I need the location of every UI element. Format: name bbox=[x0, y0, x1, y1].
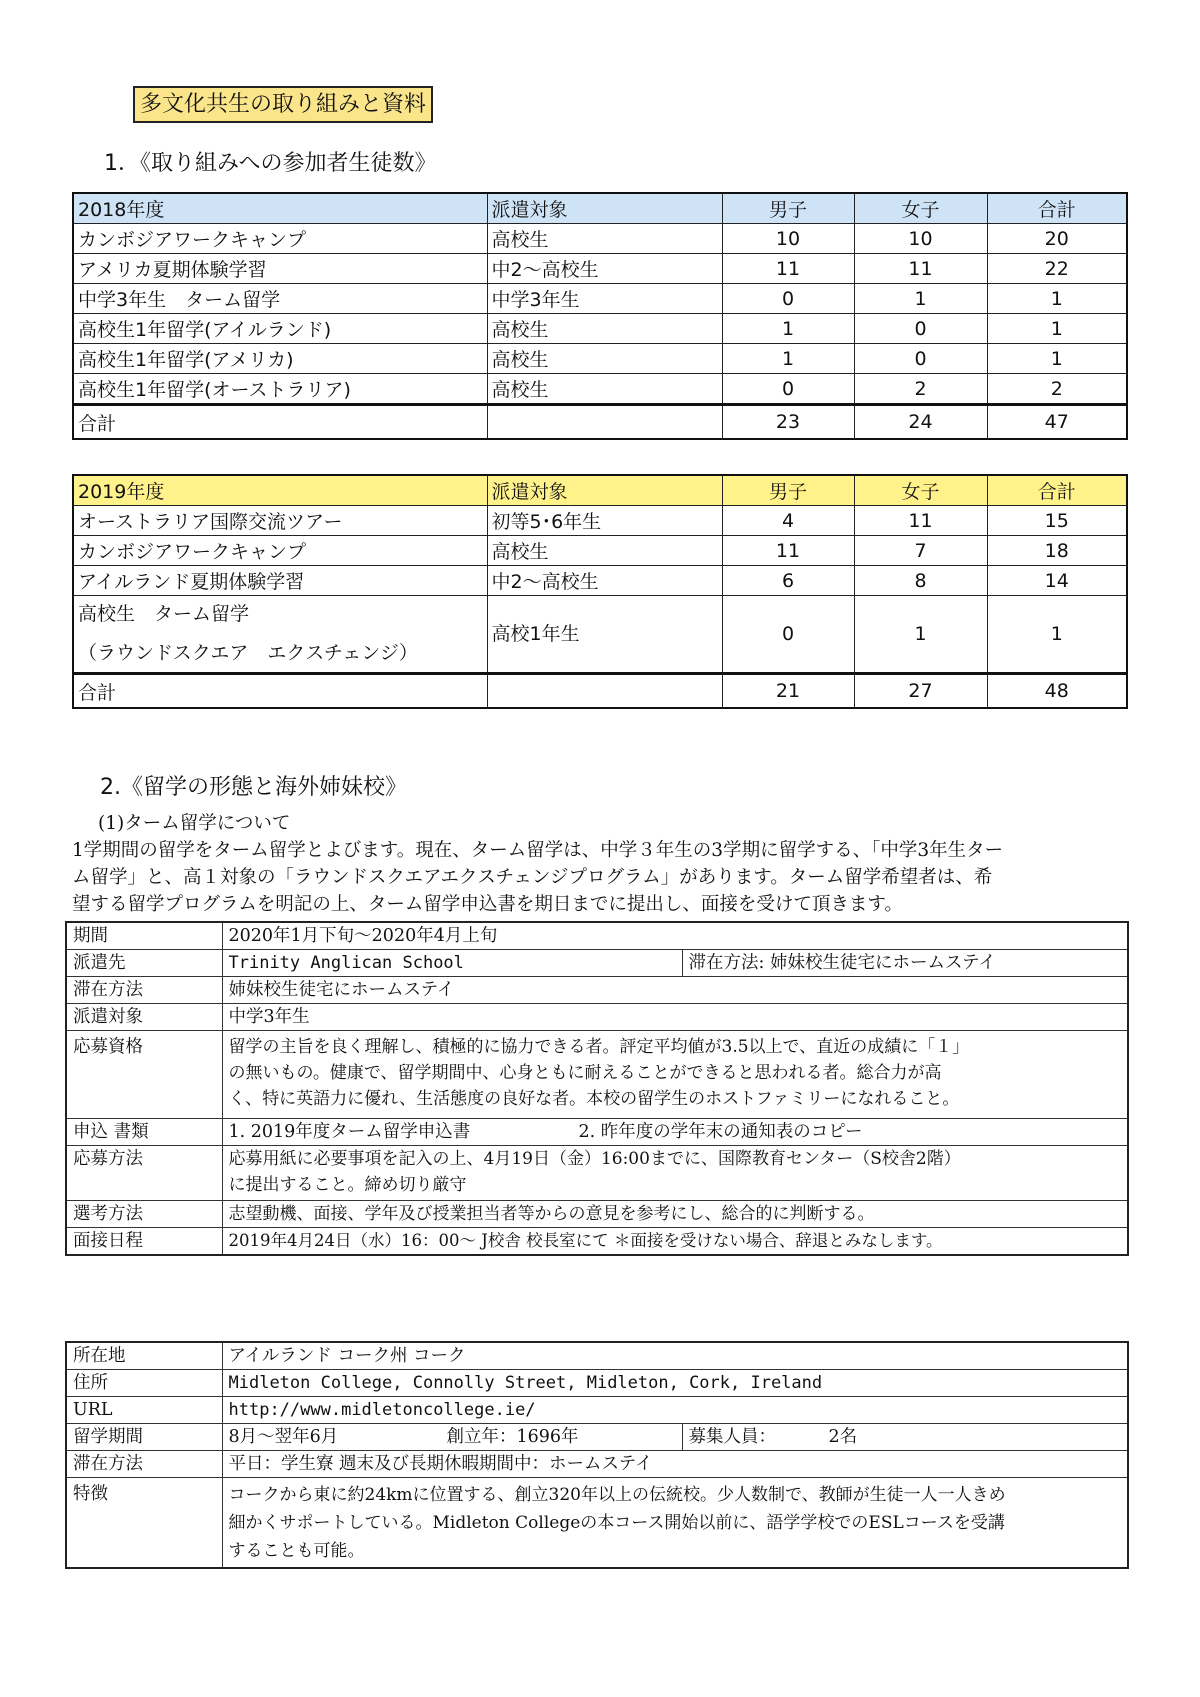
table-cell: 8 bbox=[854, 566, 987, 596]
table-total-row bbox=[73, 405, 1127, 440]
info-row bbox=[66, 1451, 1128, 1478]
table-cell: 1 bbox=[987, 596, 1127, 674]
table-cell: 11 bbox=[854, 254, 987, 284]
header-cell: 男子 bbox=[722, 193, 854, 224]
table-row bbox=[73, 254, 1127, 284]
table-cell: 高校生1年留学(オーストラリア) bbox=[73, 374, 487, 405]
sister-school-table bbox=[65, 1341, 1129, 1569]
feature-line: コークから東に約24kmに位置する、創立320年以上の伝統校。少人数制で、教師が生徒一人一人きめ bbox=[228, 1485, 1006, 1505]
info-label: 申込 書類 bbox=[66, 1119, 222, 1146]
qual-line: 留学の主旨を良く理解し、積極的に協力できる者。評定平均値が3.5以上で、直近の成績に「１」 bbox=[228, 1037, 970, 1057]
table-cell: 24 bbox=[854, 405, 987, 440]
table-2018 bbox=[72, 192, 1128, 440]
info-row bbox=[66, 977, 1128, 1004]
table-cell: 1 bbox=[722, 314, 854, 344]
table-cell: 6 bbox=[722, 566, 854, 596]
table-cell: 23 bbox=[722, 405, 854, 440]
info-value bbox=[222, 1424, 682, 1451]
table-row bbox=[73, 596, 1127, 674]
table-cell: 11 bbox=[722, 254, 854, 284]
table-2019 bbox=[72, 474, 1128, 709]
qual-line: く、特に英語力に優れ、生活態度の良好な者。本校の留学生のホストファミリーになれること。 bbox=[228, 1089, 960, 1109]
table-cell: カンボジアワークキャンプ bbox=[73, 536, 487, 566]
info-value: Midleton College, Connolly Street, Midleton, Cork, Ireland bbox=[222, 1370, 1128, 1397]
table-cell: 0 bbox=[854, 314, 987, 344]
table-cell: 21 bbox=[722, 674, 854, 709]
info-row bbox=[66, 1031, 1128, 1119]
recruit-value: 2名 bbox=[828, 1427, 858, 1447]
table-cell: 中2～高校生 bbox=[487, 566, 722, 596]
info-value: 滞在方法: 姉妹校生徒宅にホームステイ bbox=[682, 950, 1128, 977]
table-cell: 1 bbox=[987, 284, 1127, 314]
info-row bbox=[66, 1146, 1128, 1201]
info-row bbox=[66, 1119, 1128, 1146]
school-url-link[interactable]: http://www.midletoncollege.ie/ bbox=[222, 1397, 1128, 1424]
header-cell: 合計 bbox=[987, 475, 1127, 506]
info-label: 面接日程 bbox=[66, 1228, 222, 1256]
info-label: 滞在方法 bbox=[66, 1451, 222, 1478]
table-cell: 48 bbox=[987, 674, 1127, 709]
table-cell: 2 bbox=[987, 374, 1127, 405]
table-cell: 10 bbox=[854, 224, 987, 254]
info-row bbox=[66, 1478, 1128, 1569]
qual-line: の無いもの。健康で、留学期間中、心身ともに耐えることができると思われる者。総合力が高 bbox=[228, 1063, 942, 1083]
info-value: 2020年1月下旬～2020年4月上旬 bbox=[222, 922, 1128, 950]
paragraph-line: ム留学」と、高１対象の「ラウンドスクエアエクスチェンジプログラム」があります。ターム留学希望者は、希 bbox=[72, 867, 993, 888]
info-row bbox=[66, 1370, 1128, 1397]
table-cell: 高校生 bbox=[487, 314, 722, 344]
table-cell: 0 bbox=[722, 596, 854, 674]
table-total-row bbox=[73, 674, 1127, 709]
table-cell: アイルランド夏期体験学習 bbox=[73, 566, 487, 596]
info-label: 住所 bbox=[66, 1370, 222, 1397]
table-row bbox=[73, 536, 1127, 566]
table-cell: 27 bbox=[854, 674, 987, 709]
info-label: 期間 bbox=[66, 922, 222, 950]
table-cell: 1 bbox=[722, 344, 854, 374]
table-cell: 高校生 bbox=[487, 374, 722, 405]
table-cell bbox=[487, 405, 722, 440]
table-cell: 中学3年生 ターム留学 bbox=[73, 284, 487, 314]
header-cell: 派遣対象 bbox=[487, 193, 722, 224]
table-cell: 1 bbox=[854, 284, 987, 314]
info-label: 選考方法 bbox=[66, 1201, 222, 1228]
table-cell: 0 bbox=[854, 344, 987, 374]
info-label: 応募資格 bbox=[66, 1031, 222, 1119]
doc-item: 2. 昨年度の学年末の通知表のコピー bbox=[578, 1122, 863, 1142]
table-cell: カンボジアワークキャンプ bbox=[73, 224, 487, 254]
info-value bbox=[222, 1031, 1128, 1119]
info-value bbox=[222, 1119, 1128, 1146]
info-label: 応募方法 bbox=[66, 1146, 222, 1201]
info-value: Trinity Anglican School bbox=[222, 950, 682, 977]
info-row bbox=[66, 1342, 1128, 1370]
info-value: 平日：学生寮 週末及び長期休暇期間中：ホームステイ bbox=[222, 1451, 1128, 1478]
table-cell: 11 bbox=[722, 536, 854, 566]
header-cell: 女子 bbox=[854, 193, 987, 224]
table-cell: 高校生1年留学(アイルランド) bbox=[73, 314, 487, 344]
table-cell: 高校生 bbox=[487, 224, 722, 254]
table-cell: 1 bbox=[854, 596, 987, 674]
table-row bbox=[73, 284, 1127, 314]
info-label: 滞在方法 bbox=[66, 977, 222, 1004]
header-cell: 男子 bbox=[722, 475, 854, 506]
info-row bbox=[66, 1004, 1128, 1031]
info-value: 中学3年生 bbox=[222, 1004, 1128, 1031]
table-cell: 高校1年生 bbox=[487, 596, 722, 674]
term-paragraph bbox=[72, 837, 1132, 918]
feature-line: 細かくサポートしている。Midleton Collegeの本コース開始以前に、語学学校でのESLコースを受講 bbox=[228, 1513, 1005, 1533]
table-cell: 合計 bbox=[73, 674, 487, 709]
header-cell: 派遣対象 bbox=[487, 475, 722, 506]
table-cell: 合計 bbox=[73, 405, 487, 440]
table-row bbox=[73, 506, 1127, 536]
info-label: URL bbox=[66, 1397, 222, 1424]
table-cell: 1 bbox=[987, 344, 1127, 374]
table-cell: 中2～高校生 bbox=[487, 254, 722, 284]
table-cell: 14 bbox=[987, 566, 1127, 596]
info-row bbox=[66, 1397, 1128, 1424]
table-cell: 高校生 bbox=[487, 536, 722, 566]
info-label: 特徴 bbox=[66, 1478, 222, 1569]
header-cell: 女子 bbox=[854, 475, 987, 506]
info-row bbox=[66, 950, 1128, 977]
table-cell: 中学3年生 bbox=[487, 284, 722, 314]
table-cell: 1 bbox=[987, 314, 1127, 344]
info-row bbox=[66, 1424, 1128, 1451]
info-value: アイルランド コーク州 コーク bbox=[222, 1342, 1128, 1370]
table-cell: アメリカ夏期体験学習 bbox=[73, 254, 487, 284]
table-cell: 15 bbox=[987, 506, 1127, 536]
row-name-line2: （ラウンドスクエア エクスチェンジ） bbox=[78, 642, 418, 664]
table-cell: 初等5･6年生 bbox=[487, 506, 722, 536]
table-row bbox=[73, 374, 1127, 405]
info-value: 2019年4月24日（水）16：00～ J校舎 校長室にて ＊面接を受けない場合、辞退とみなします。 bbox=[222, 1228, 1128, 1256]
table-cell: 11 bbox=[854, 506, 987, 536]
table-cell: 7 bbox=[854, 536, 987, 566]
table-row bbox=[73, 314, 1127, 344]
info-value bbox=[222, 1146, 1128, 1201]
table-cell: 10 bbox=[722, 224, 854, 254]
table-cell: 0 bbox=[722, 374, 854, 405]
table-cell: 20 bbox=[987, 224, 1127, 254]
recruit-label: 募集人員： bbox=[688, 1427, 776, 1447]
info-value: 姉妹校生徒宅にホームステイ bbox=[222, 977, 1128, 1004]
header-cell: 合計 bbox=[987, 193, 1127, 224]
method-line: に提出すること。締め切り厳守 bbox=[228, 1175, 467, 1195]
paragraph-line: 望する留学プログラムを明記の上、ターム留学申込書を期日までに提出し、面接を受けて頂きます。 bbox=[72, 894, 903, 915]
section2-heading: 2.《留学の形態と海外姉妹校》 bbox=[100, 775, 407, 800]
founded-value: 創立年：1696年 bbox=[446, 1427, 579, 1447]
info-value bbox=[222, 1478, 1128, 1569]
table-row bbox=[73, 344, 1127, 374]
table-cell: 0 bbox=[722, 284, 854, 314]
header-cell: 2018年度 bbox=[73, 193, 487, 224]
section1-heading: 1．《取り組みへの参加者生徒数》 bbox=[104, 151, 437, 176]
table-cell: 47 bbox=[987, 405, 1127, 440]
table-2019-header bbox=[73, 475, 1127, 506]
info-value: 志望動機、面接、学年及び授業担当者等からの意見を参考にし、総合的に判断する。 bbox=[222, 1201, 1128, 1228]
paragraph-line: 1学期間の留学をターム留学とよびます。現在、ターム留学は、中学３年生の3学期に留学する、「中学3年生ター bbox=[72, 840, 1004, 861]
method-line: 応募用紙に必要事項を記入の上、4月19日（金）16:00までに、国際教育センター（S校舎2階） bbox=[228, 1149, 961, 1169]
feature-line: することも可能。 bbox=[228, 1541, 365, 1561]
table-cell bbox=[487, 674, 722, 709]
page-title: 多文化共生の取り組みと資料 bbox=[133, 86, 433, 123]
table-cell: 4 bbox=[722, 506, 854, 536]
table-cell bbox=[73, 596, 487, 674]
table-row bbox=[73, 566, 1127, 596]
table-cell: 18 bbox=[987, 536, 1127, 566]
row-name-line1: 高校生 ターム留学 bbox=[78, 603, 250, 625]
subsection-term-heading: (1)ターム留学について bbox=[98, 813, 291, 834]
table-2018-header bbox=[73, 193, 1127, 224]
doc-item: 1. 2019年度ターム留学申込書 bbox=[228, 1122, 471, 1142]
info-label: 派遣先 bbox=[66, 950, 222, 977]
table-cell: 2 bbox=[854, 374, 987, 405]
term-study-table bbox=[65, 921, 1129, 1256]
info-label: 所在地 bbox=[66, 1342, 222, 1370]
table-cell: 高校生1年留学(アメリカ) bbox=[73, 344, 487, 374]
period-value: 8月～翌年6月 bbox=[228, 1427, 339, 1447]
info-label: 派遣対象 bbox=[66, 1004, 222, 1031]
header-cell: 2019年度 bbox=[73, 475, 487, 506]
info-row bbox=[66, 1228, 1128, 1256]
table-row bbox=[73, 224, 1127, 254]
table-cell: オーストラリア国際交流ツアー bbox=[73, 506, 487, 536]
table-cell: 22 bbox=[987, 254, 1127, 284]
table-cell: 高校生 bbox=[487, 344, 722, 374]
info-row bbox=[66, 1201, 1128, 1228]
info-label: 留学期間 bbox=[66, 1424, 222, 1451]
info-row bbox=[66, 922, 1128, 950]
info-value bbox=[682, 1424, 1128, 1451]
